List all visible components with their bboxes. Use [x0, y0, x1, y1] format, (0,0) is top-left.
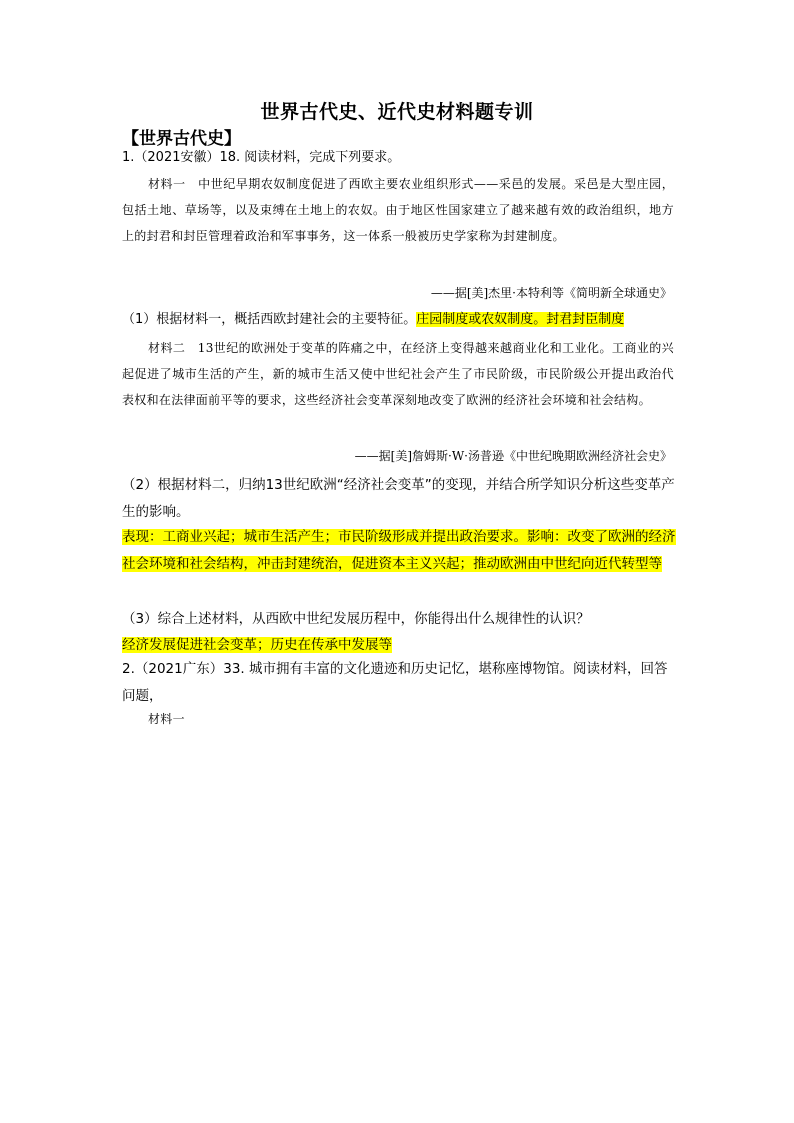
question-1-source-2: ——据[美]詹姆斯·W·汤普逊《中世纪晚期欧洲经济社会史》: [354, 449, 672, 463]
sub-2-answer: 表现：工商业兴起；城市生活产生；市民阶级形成并提出政治要求。影响：改变了欧洲的经济社会环境和社会结构，冲击封建统治，促进资本主义兴起；推动欧洲由中世纪向近代转型等: [122, 529, 676, 572]
section-heading: 【世界古代史】: [122, 129, 241, 149]
question-1-material-1: 材料一 中世纪早期农奴制度促进了西欧主要农业组织形式——采邑的发展。采邑是大型庄园，包括土地、草场等，以及束缚在土地上的农奴。由于地区性国家建立了越来越有效的政治组织，地方上的封君和封臣管理着政治和军事事务，这一体系一般被历史学家称为封建制度。: [122, 177, 674, 243]
question-1-sub-2: （2）根据材料二，归纳13世纪欧洲“经济社会变革”的变现，并结合所学知识分析这些变革产生的影响。: [122, 477, 675, 520]
sub-1-question: （1）根据材料一，概括西欧封建社会的主要特征。: [122, 312, 417, 327]
question-2-material-1-label: 材料一: [148, 712, 185, 726]
question-1-header: 1.（2021安徽）18. 阅读材料，完成下列要求。: [122, 150, 401, 165]
sub-3-answer: 经济发展促进社会变革；历史在传承中发展等: [122, 637, 392, 653]
question-2-header: 2.（2021广东）33. 城市拥有丰富的文化遗迹和历史记忆，堪称座博物馆。阅读材料，回答问题，: [122, 661, 668, 704]
question-1-sub-2-answer: [122, 524, 678, 578]
sub-1-answer: 庄园制度或农奴制度。封君封臣制度: [416, 312, 625, 327]
question-1-sub-3: （3）综合上述材料，从西欧中世纪发展历程中，你能得出什么规律性的认识？: [122, 611, 590, 627]
question-1-sub-1: [122, 311, 682, 329]
question-1-material-2: 材料二 13世纪的欧洲处于变革的阵痛之中，在经济上变得越来越商业化和工业化。工商业的兴起促进了城市生活的产生，新的城市生活又使中世纪社会产生了市民阶级，市民阶级公开提出政治代表权和在法律面前平等的要求，这些经济社会变革深刻地改变了欧洲的经济社会环境和社会结构。: [122, 341, 674, 407]
question-1-source-1: ——据[美]杰里·本特利等《简明新全球通史》: [430, 286, 672, 300]
question-1-sub-3-answer: [122, 632, 678, 659]
page-title: 世界古代史、近代史材料题专训: [260, 101, 534, 123]
